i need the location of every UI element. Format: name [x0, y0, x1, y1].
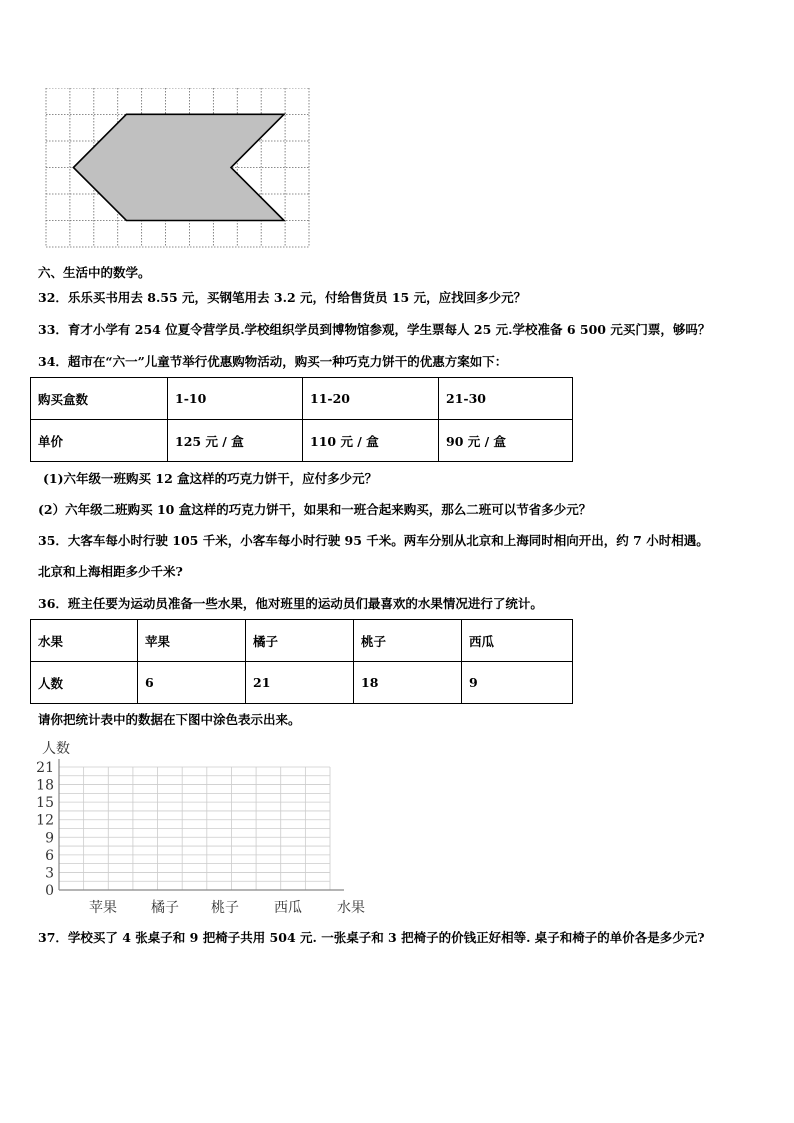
question-32: 32．乐乐买书用去 8.55 元，买钢笔用去 3.2 元，付给售货员 15 元，应找回多少元？ [38, 290, 527, 305]
chart-grid [59, 767, 330, 890]
bar-chart [30, 738, 380, 920]
question-34-part-2: (2）六年级二班购买 10 盒这样的巧克力饼干，如果和一班合起来购买，那么二班可以节省多少元？ [38, 502, 592, 517]
x-tick-label: 苹果 [89, 900, 117, 916]
x-tick-labels [89, 899, 302, 916]
table-cell: 桃子 [354, 620, 462, 662]
y-tick-labels [36, 760, 54, 899]
table-row [31, 662, 573, 704]
question-33: 33．育才小学有 254 位夏令营学员.学校组织学员到博物馆参观，学生票每人 25 元.学校准备 6 500 元买门票，够吗？ [38, 322, 711, 337]
table-cell: 1-10 [168, 378, 303, 420]
grid-figure [44, 88, 312, 250]
table-cell: 橘子 [246, 620, 354, 662]
table-cell: 110 元 / 盒 [303, 420, 439, 462]
table-cell: 西瓜 [462, 620, 573, 662]
table-cell: 21 [246, 662, 354, 704]
question-37: 37．学校买了 4 张桌子和 9 把椅子共用 504 元. 一张桌子和 3 把椅子的价钱正好相等. 桌子和椅子的单价各是多少元? [38, 930, 705, 945]
y-tick-label: 0 [45, 883, 54, 899]
table-cell: 单价 [31, 420, 168, 462]
table-cell: 90 元 / 盒 [439, 420, 573, 462]
section-title: 六、生活中的数学。 [38, 265, 151, 280]
table-cell: 水果 [31, 620, 138, 662]
table-cell: 6 [138, 662, 246, 704]
table-cell: 11-20 [303, 378, 439, 420]
table-cell: 18 [354, 662, 462, 704]
table-cell: 9 [462, 662, 573, 704]
table-cell: 购买盒数 [31, 378, 168, 420]
table-row [31, 378, 573, 420]
fruit-table [30, 619, 573, 704]
table-cell: 125 元 / 盒 [168, 420, 303, 462]
price-table [30, 377, 573, 462]
y-tick-label: 9 [45, 830, 54, 847]
table-cell: 苹果 [138, 620, 246, 662]
question-35-line-2: 北京和上海相距多少千米? [38, 564, 183, 579]
question-35-line-1: 35．大客车每小时行驶 105 千米，小客车每小时行驶 95 千米。两车分别从北京和上海同时相向开出，约 7 小时相遇。 [38, 533, 709, 548]
table-cell: 21-30 [439, 378, 573, 420]
x-tick-label: 西瓜 [274, 900, 302, 916]
question-36: 36．班主任要为运动员准备一些水果，他对班里的运动员们最喜欢的水果情况进行了统计。 [38, 596, 543, 611]
y-tick-label: 12 [36, 812, 54, 829]
x-tick-label: 桃子 [211, 900, 239, 916]
x-axis-label: 水果 [337, 900, 365, 916]
y-tick-label: 21 [36, 760, 54, 776]
question-36-instruction: 请你把统计表中的数据在下图中涂色表示出来。 [38, 712, 301, 727]
y-tick-label: 3 [45, 865, 54, 882]
table-cell: 人数 [31, 662, 138, 704]
table-row [31, 420, 573, 462]
y-axis-label: 人数 [42, 741, 70, 757]
y-tick-label: 18 [36, 777, 54, 794]
y-tick-label: 15 [36, 795, 54, 812]
question-34: 34．超市在“六一”儿童节举行优惠购物活动，购买一种巧克力饼干的优惠方案如下： [38, 354, 508, 369]
table-row [31, 620, 573, 662]
question-34-part-1: (1)六年级一班购买 12 盒这样的巧克力饼干，应付多少元？ [43, 471, 378, 486]
arrow-shape [73, 114, 284, 220]
x-tick-label: 橘子 [151, 900, 179, 916]
y-tick-label: 6 [45, 847, 54, 864]
